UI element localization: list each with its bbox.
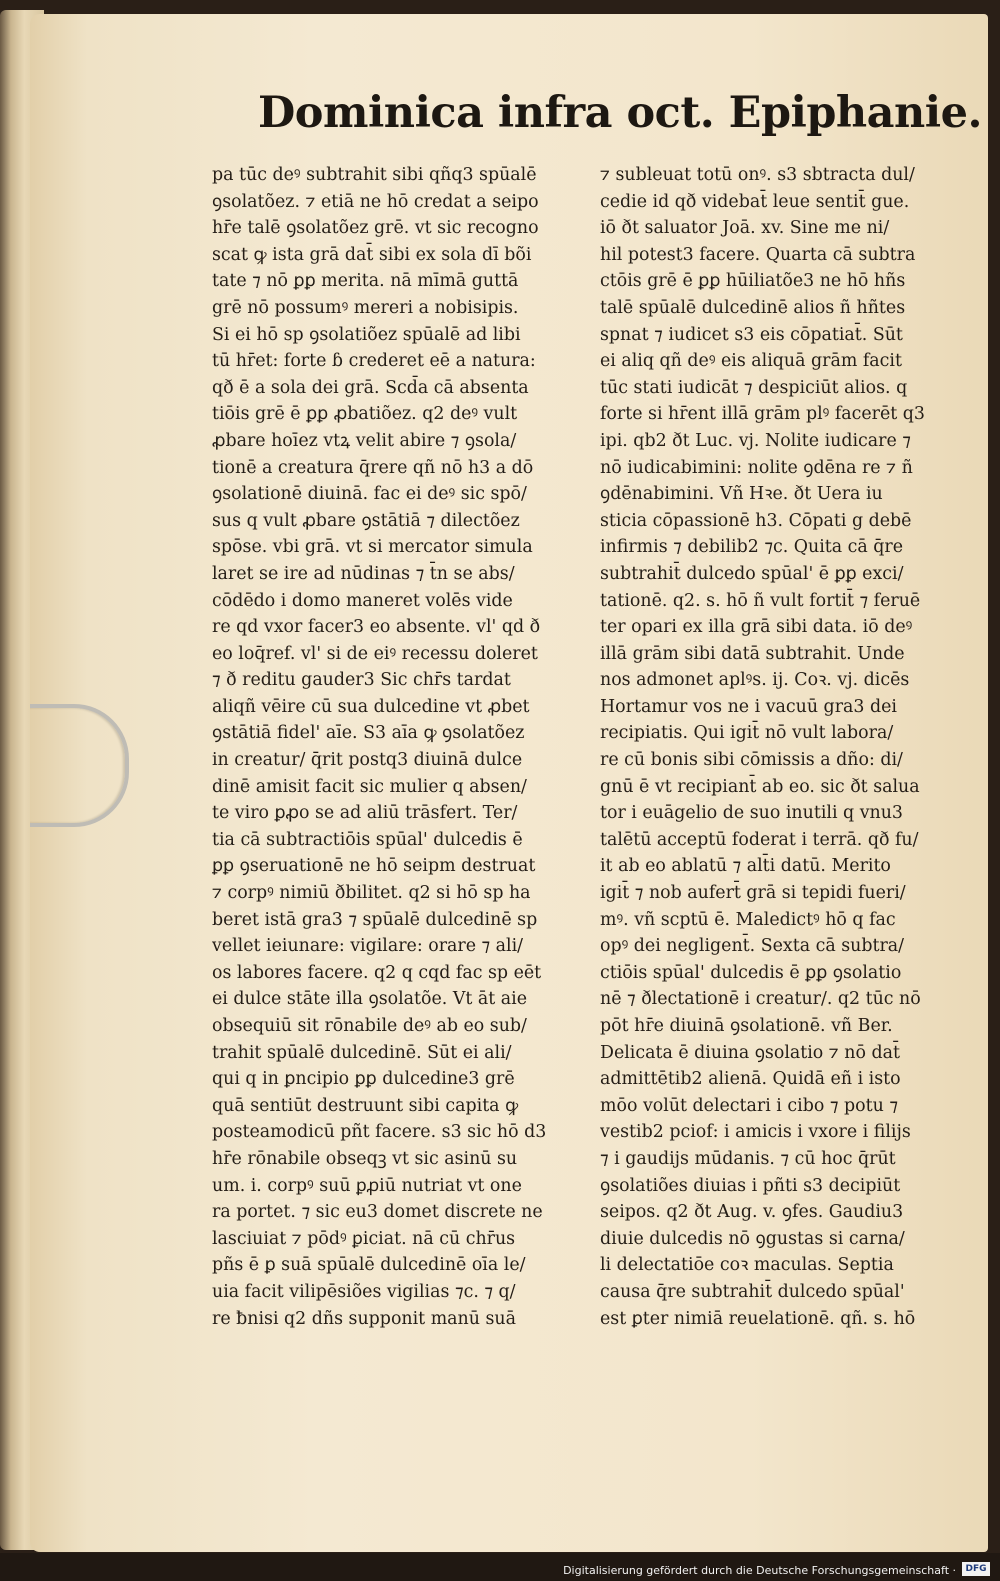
text-line: causa q̄re subtrahit̄ dulcedo spūal'	[600, 1281, 905, 1302]
text-line: obsequiū sit rōnabile deꝰ ab eo sub/	[212, 1016, 527, 1036]
text-line: ipi. qb2 ðt Luc. vj. Nolite iudicare ⁊	[600, 430, 911, 451]
text-line: hr̄e talē ꝯsolatõez grē. vt sic recogno	[212, 218, 539, 239]
text-line: in creatur/ q̄rit postq3 diuinā dulce	[212, 750, 523, 771]
text-line: tū hr̄et: forte ɓ crederet eē a natura:	[212, 351, 536, 372]
text-line: diuie dulcedis nō ꝯgustas si carna/	[600, 1228, 905, 1249]
text-line: Si ei hō sp ꝯsolatiõez spūalē ad libi	[212, 324, 521, 345]
text-line: ⁊ ð reditu gauder3 Sic chr̄s tardat	[212, 670, 511, 691]
text-line: re ƀnisi q2 dñs supponit manū suā	[212, 1308, 516, 1329]
text-line: sus q vult ꝓbare ꝯstātiā ⁊ dilectõez	[212, 510, 520, 531]
text-line: it ab eo ablatū ⁊ alt̄i datū. Merito	[600, 856, 891, 877]
text-line: pōt hr̄e diuinā ꝯsolationē. vñ Ber.	[600, 1016, 893, 1036]
text-line: infirmis ⁊ debilib2 ⁊c. Quita cā q̄re	[600, 537, 904, 558]
paper-clip	[30, 704, 129, 827]
text-line: subtrahit̄ dulcedo spūal' ē ꝑꝑ exci/	[600, 563, 904, 584]
text-line: quā sentiūt destruunt sibi capita ꝙ	[212, 1095, 519, 1116]
text-line: opꝰ dei negligent̄. Sexta cā subtra/	[600, 936, 905, 957]
text-line: ter opari ex illa grā sibi data. iō deꝰ	[600, 617, 913, 638]
text-column-right	[600, 162, 960, 1332]
text-line: li delectatiōe coꝛ maculas. Septia	[600, 1255, 894, 1276]
text-line: Delicata ē diuina ꝯsolatio ⁊ nō dat̄	[600, 1042, 900, 1063]
text-line: te viro ꝑꝓo se ad aliū trāsfert. Ter/	[212, 803, 518, 824]
text-line: talē spūalē dulcedinē alios ñ hñtes	[600, 297, 906, 318]
text-line: ctōis grē ē ꝑꝑ hūiliatõe3 ne hō hñs	[600, 271, 906, 292]
text-line: cedie id qð videbat̄ leue sentit̄ gue.	[600, 191, 910, 212]
text-line: vestib2 pciof: i amicis i vxore i filijs	[600, 1122, 911, 1143]
text-line: tionē a creatura q̄rere qñ nō h3 a dō	[212, 457, 534, 478]
text-line: ⁊ subleuat totū onꝰ. s3 sbtracta dul/	[600, 165, 915, 185]
text-line: ei dulce stāte illa ꝯsolatõe. Vt āt aie	[212, 989, 528, 1010]
text-line: mꝰ. vñ scptū ē. Maledictꝰ hō q fac	[600, 909, 896, 930]
text-line: ꝯsolatõez. ⁊ etiā ne hō credat a seipo	[212, 191, 539, 212]
text-line: recipiatis. Qui igit̄ nō vult labora/	[600, 723, 894, 744]
text-column-left	[212, 162, 584, 1332]
text-line: forte si hr̄ent illā grām plꝰ facerēt q3	[600, 404, 925, 425]
footer-credit: Digitalisierung gefördert durch die Deutsche Forschungsgemeinschaft ·	[563, 1564, 956, 1577]
text-line: uia facit vilipēsiões vigilias ⁊c. ⁊ q/	[212, 1281, 516, 1302]
text-line: dinē amisit facit sic mulier q absen/	[212, 776, 527, 797]
text-line: ⁊ corpꝰ nimiū ðbilitet. q2 si hō sp ha	[212, 883, 531, 904]
text-line: qð ē a sola dei grā. Scd̄a cā absenta	[212, 377, 529, 398]
text-line: ꝯstātiā fidel' aīe. S3 aīa ꝙ ꝯsolatõez	[212, 723, 525, 744]
text-line: ei aliq qñ deꝰ eis aliquā grām facit	[600, 351, 902, 372]
text-line: spnat ⁊ iudicet s3 eis cōpatiat̄. Sūt	[600, 324, 903, 345]
text-line: tiōis grē ē ꝑꝑ ꝓbatiõez. q2 deꝰ vult	[212, 404, 518, 425]
text-line: lasciuiat ⁊ pōdꝰ ꝑiciat. nā cū chr̄us	[212, 1228, 516, 1249]
text-line: aliqñ vēire cū sua dulcedine vt ꝓbet	[212, 696, 530, 717]
text-line: posteamodicū pñt facere. s3 sic hō d3	[212, 1122, 547, 1143]
text-line: illā grām sibi datā subtrahit. Unde	[600, 643, 905, 664]
text-line: ꝑꝑ ꝯseruationē ne hō seipm destruat	[212, 856, 536, 877]
text-line: admittētib2 alienā. Quidā eñ i isto	[600, 1069, 901, 1090]
footer-bar	[0, 1553, 1000, 1581]
text-line: scat ꝙ ista grā dat̄ sibi ex sola dī bõi	[212, 244, 532, 265]
text-line: mōo volūt delectari i cibo ⁊ potu ⁊	[600, 1095, 898, 1116]
text-line: spōse. vbi grā. vt si mercator simula	[212, 537, 533, 558]
text-line: ctiōis spūal' dulcedis ē ꝑꝑ ꝯsolatio	[600, 962, 902, 983]
text-line: ꝯsolationē diuinā. fac ei deꝰ sic spō/	[212, 484, 527, 505]
text-line: ꝯsolatiões diuias i pñti s3 decipiūt	[600, 1175, 901, 1196]
text-line: ra portet. ⁊ sic eu3 domet discrete ne	[212, 1202, 543, 1223]
text-line: tate ⁊ nō ꝑꝑ merita. nā mīmā guttā	[212, 271, 519, 292]
text-line: pa tūc deꝰ subtrahit sibi qñq3 spūalē	[212, 165, 537, 185]
text-line: est ꝑter nimiā reuelationē. qñ. s. hō	[600, 1308, 916, 1329]
text-line: tūc stati iudicāt ⁊ despiciūt alios. q	[600, 377, 908, 398]
text-line: Hortamur vos ne i vacuū gra3 dei	[600, 696, 897, 717]
text-line: tor i euāgelio de suo inutili q vnu3	[600, 803, 903, 824]
text-line: ⁊ i gaudijs mūdanis. ⁊ cū hoc q̄rūt	[600, 1148, 896, 1169]
text-line: hr̄e rōnabile obseqꝫ vt sic asinū su	[212, 1148, 518, 1169]
text-line: laret se ire ad nūdinas ⁊ t̄n se abs/	[212, 563, 515, 584]
text-line: cōdēdo i domo maneret volēs vide	[212, 590, 513, 611]
text-line: nō iudicabimini: nolite ꝯdēna re ⁊ ñ	[600, 457, 913, 478]
text-line: ꝯdēnabimini. Vñ Hꝛe. ðt Uera iu	[600, 484, 883, 505]
text-line: nos admonet aplꝰs. ij. Coꝛ. vj. dicēs	[600, 670, 910, 691]
text-line: talētū acceptū foderat i terrā. qð fu/	[600, 829, 919, 850]
text-line: eo loq̄ref. vl' si de eiꝰ recessu doleret	[212, 643, 538, 664]
text-line: sticia cōpassionē h3. Cōpati g debē	[600, 510, 912, 531]
text-line: qui q in ꝑncipio ꝑꝑ dulcedine3 grē	[212, 1069, 515, 1090]
text-line: tia cā subtractiōis spūal' dulcedis ē	[212, 829, 523, 850]
page-title: Dominica infra oct. Epiphanie.	[258, 88, 982, 138]
text-line: vellet ieiunare: vigilare: orare ⁊ ali/	[212, 936, 524, 957]
text-line: igit̄ ⁊ nob aufert̄ grā si tepidi fueri/	[600, 883, 906, 904]
text-line: re cū bonis sibi cōmissis a dño: di/	[600, 750, 903, 771]
text-line: os labores facere. q2 q cqd fac sp eēt	[212, 962, 542, 983]
text-line: nē ⁊ ðlectationē i creatur/. q2 tūc nō	[600, 989, 921, 1010]
text-line: pñs ē ꝑ suā spūalē dulcedinē oīa le/	[212, 1255, 526, 1276]
dfg-logo: DFG	[962, 1562, 990, 1576]
text-line: seipos. q2 ðt Aug. v. ꝯfes. Gaudiu3	[600, 1202, 904, 1223]
text-line: grē nō possumꝰ mereri a nobisipis.	[212, 297, 519, 318]
text-line: trahit spūalē dulcedinē. Sūt ei ali/	[212, 1042, 512, 1063]
text-line: beret istā gra3 ⁊ spūalē dulcedinē sp	[212, 909, 538, 930]
text-line: um. i. corpꝰ suū ꝑꝓiū nutriat vt one	[212, 1175, 522, 1196]
text-line: tationē. q2. s. hō ñ vult fortit̄ ⁊ feruē	[600, 590, 921, 611]
text-line: gnū ē vt recipiant̄ ab eo. sic ðt salua	[600, 776, 920, 797]
text-line: iō ðt saluator Joā. xv. Sine me ni/	[600, 218, 890, 239]
text-line: re qd vxor facer3 eo absente. vl' qd ð	[212, 617, 541, 638]
text-line: hil potest3 facere. Quarta cā subtra	[600, 244, 916, 265]
text-line: ꝓbare hoīez vtꝝ velit abire ⁊ ꝯsola/	[212, 430, 517, 451]
